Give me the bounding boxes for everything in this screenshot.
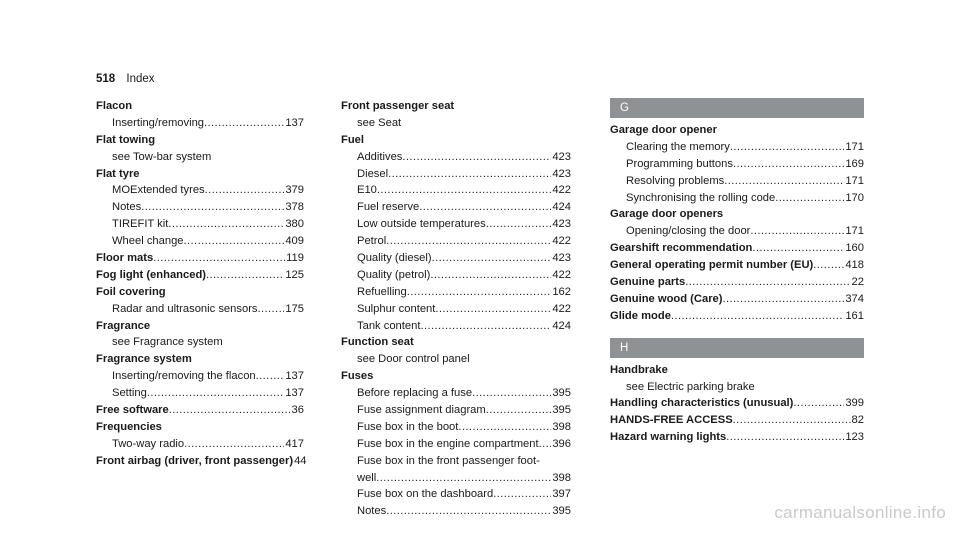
dot-leader (723, 291, 845, 308)
page-number: 518 (96, 73, 116, 85)
index-subentry (341, 385, 571, 402)
entry-term: Synchronising the rolling code (626, 191, 776, 204)
dot-leader (486, 216, 552, 233)
index-subentry (96, 385, 304, 402)
page-ref: 125 (285, 268, 304, 281)
dot-leader (813, 257, 844, 274)
index-subentry (341, 419, 571, 436)
index-entry (610, 308, 864, 325)
index-subentry (96, 368, 304, 385)
page-ref: 162 (552, 285, 571, 298)
dot-leader (168, 216, 284, 233)
index-subentry (341, 233, 571, 250)
page-ref: 175 (285, 302, 304, 315)
dot-leader (386, 233, 551, 250)
index-entry (96, 250, 304, 267)
entry-term: Notes (357, 505, 387, 518)
index-subentry (610, 173, 864, 190)
index-subentry (96, 115, 304, 132)
entry-term: Before replacing a fuse (357, 387, 473, 400)
page-ref: 399 (845, 397, 864, 410)
entry-term: Handling characteristics (unusual) (610, 397, 794, 410)
index-see-reference: see Electric parking brake (626, 380, 755, 393)
page-ref: 170 (845, 191, 864, 204)
dot-leader (388, 166, 551, 183)
page-ref: 395 (552, 404, 571, 417)
entry-term: well (357, 471, 377, 484)
dot-leader (750, 223, 844, 240)
index-heading: Frequencies (96, 420, 162, 433)
watermark: carmanualsonline.info (774, 503, 946, 522)
entry-term: Floor mats (96, 252, 154, 265)
page-ref: 119 (286, 252, 304, 265)
dot-leader (775, 190, 844, 207)
page-ref: 396 (552, 437, 571, 450)
page-ref: 395 (552, 505, 571, 518)
page-ref: 171 (845, 225, 864, 238)
index-heading: Fragrance (96, 319, 151, 332)
dot-leader (256, 368, 285, 385)
dot-leader (147, 385, 284, 402)
page-ref: 171 (845, 140, 864, 153)
index-subentry (610, 223, 864, 240)
index-subentry (341, 470, 571, 487)
index-see-reference: see Seat (357, 116, 402, 129)
index-subentry (96, 216, 304, 233)
dot-leader (752, 240, 844, 257)
index-entry (610, 429, 864, 446)
entry-term: Two-way radio (112, 437, 185, 450)
entry-term: Gearshift recommendation (610, 242, 753, 255)
index-entry (610, 412, 864, 429)
dot-leader (486, 402, 552, 419)
entry-term: Resolving problems (626, 174, 725, 187)
section-title: Index (126, 73, 155, 85)
index-heading: Foil covering (96, 285, 166, 298)
page-ref: 397 (552, 488, 571, 501)
page-ref: 422 (552, 235, 571, 248)
entry-term: Petrol (357, 235, 387, 248)
page-ref: 160 (845, 242, 864, 255)
index-column-1 (96, 98, 307, 470)
index-subentry (96, 436, 304, 453)
index-subentry (610, 139, 864, 156)
entry-term: Opening/closing the door (626, 225, 751, 238)
page-ref: 423 (552, 218, 571, 231)
page-header (96, 73, 155, 85)
index-subentry (341, 267, 571, 284)
index-heading: Fuel (341, 133, 364, 146)
page-ref: 379 (285, 184, 304, 197)
dot-leader (206, 267, 284, 284)
page-ref: 82 (851, 414, 864, 427)
index-subentry (341, 301, 571, 318)
entry-term: Quality (diesel) (357, 252, 432, 265)
page-ref: 398 (552, 471, 571, 484)
index-subentry (341, 284, 571, 301)
dot-leader (733, 412, 851, 429)
page-ref: 398 (552, 420, 571, 433)
dot-leader (724, 173, 844, 190)
dot-leader (377, 182, 551, 199)
index-heading: Flat tyre (96, 167, 140, 180)
dot-leader (435, 301, 551, 318)
index-subentry (341, 216, 571, 233)
page-ref: 36 (291, 404, 304, 417)
entry-term: Diesel (357, 167, 389, 180)
letter-header: H (610, 338, 864, 358)
entry-term: Fuse box in the engine compartment (357, 437, 539, 450)
page-ref: 378 (285, 201, 304, 214)
dot-leader (376, 470, 551, 487)
index-subentry (610, 156, 864, 173)
index-column-3 (610, 98, 864, 446)
dot-leader (733, 156, 844, 173)
dot-leader (472, 385, 551, 402)
index-entry (96, 267, 304, 284)
letter-header: G (610, 98, 864, 118)
index-entry (96, 402, 304, 419)
dot-leader (184, 233, 285, 250)
entry-term: Wheel change (112, 235, 184, 248)
entry-term: MOExtended tyres (112, 184, 205, 197)
index-see-reference: Fuse box in the front passenger foot- (357, 454, 540, 467)
index-column-2 (341, 98, 571, 520)
page-ref: 422 (552, 302, 571, 315)
dot-leader (420, 318, 551, 335)
dot-leader (726, 429, 844, 446)
page-ref: 169 (845, 157, 864, 170)
dot-leader (205, 182, 285, 199)
dot-leader (402, 149, 551, 166)
index-subentry (341, 250, 571, 267)
entry-term: General operating permit number (EU) (610, 259, 814, 272)
dot-leader (432, 250, 552, 267)
index-entry (610, 257, 864, 274)
index-subentry (341, 318, 571, 335)
entry-term: Inserting/removing (112, 116, 205, 129)
entry-term: Low outside temperatures (357, 218, 486, 231)
index-entry (610, 274, 864, 291)
page-ref: 137 (285, 387, 304, 400)
page-ref: 123 (845, 431, 864, 444)
entry-term: E10 (357, 184, 377, 197)
entry-term: Inserting/removing the flacon (112, 370, 256, 383)
index-heading: Garage door opener (610, 124, 717, 136)
entry-term: Fuse box on the dashboard (357, 488, 494, 501)
index-heading: Flacon (96, 100, 133, 112)
index-see-reference: see Fragrance system (112, 336, 223, 349)
entry-term: HANDS-FREE ACCESS (610, 414, 733, 427)
index-subentry (96, 233, 304, 250)
dot-leader (430, 267, 551, 284)
entry-term: Sulphur content (357, 302, 436, 315)
index-subentry (96, 301, 304, 318)
page-ref: 424 (552, 201, 571, 214)
page-ref: 423 (552, 252, 571, 265)
index-heading: Fuses (341, 370, 374, 383)
index-heading: Garage door openers (610, 208, 724, 221)
page-ref: 424 (552, 319, 571, 332)
dot-leader (685, 274, 850, 291)
entry-term: Front airbag (driver, front passenger) (96, 454, 294, 467)
entry-term: Refuelling (357, 285, 407, 298)
page-ref: 374 (845, 292, 864, 305)
index-subentry (341, 166, 571, 183)
page-ref: 395 (552, 387, 571, 400)
index-subentry (341, 182, 571, 199)
index-subentry (341, 486, 571, 503)
index-subentry (341, 199, 571, 216)
page-ref: 423 (552, 167, 571, 180)
dot-leader (153, 250, 285, 267)
page-ref: 422 (552, 268, 571, 281)
dot-leader (141, 199, 284, 216)
entry-term: Hazard warning lights (610, 431, 727, 444)
index-heading: Flat towing (96, 133, 156, 146)
index-subentry (341, 436, 571, 453)
entry-term: Fuel reserve (357, 201, 420, 214)
dot-leader (730, 139, 844, 156)
page-ref: 44 (294, 454, 307, 467)
dot-leader (169, 402, 291, 419)
entry-term: Free software (96, 404, 169, 417)
entry-term: Setting (112, 387, 147, 400)
index-subentry (610, 190, 864, 207)
entry-term: Genuine wood (Care) (610, 292, 723, 305)
dot-leader (458, 419, 551, 436)
dot-leader (793, 395, 844, 412)
index-entry (610, 240, 864, 257)
index-heading: Handbrake (610, 363, 668, 376)
entry-term: Fuse box in the boot (357, 420, 459, 433)
dot-leader (204, 115, 284, 132)
index-entry (610, 395, 864, 412)
entry-term: Clearing the memory (626, 140, 730, 153)
entry-term: TIREFIT kit (112, 218, 169, 231)
index-subentry (341, 149, 571, 166)
page-ref: 409 (285, 235, 304, 248)
index-subentry (341, 503, 571, 520)
page-ref: 137 (285, 116, 304, 129)
index-subentry (341, 402, 571, 419)
dot-leader (419, 199, 551, 216)
page-ref: 380 (285, 218, 304, 231)
page-ref: 417 (285, 437, 304, 450)
entry-term: Fuse assignment diagram (357, 404, 486, 417)
index-subentry (96, 199, 304, 216)
page-ref: 422 (552, 184, 571, 197)
index-entry (610, 291, 864, 308)
entry-term: Fog light (enhanced) (96, 268, 207, 281)
section-gap (610, 325, 864, 338)
index-subentry (96, 182, 304, 199)
entry-term: Radar and ultrasonic sensors (112, 302, 258, 315)
page-ref: 418 (845, 259, 864, 272)
dot-leader (184, 436, 284, 453)
dot-leader (407, 284, 552, 301)
dot-leader (258, 301, 285, 318)
index-heading: Fragrance system (96, 353, 192, 366)
entry-term: Quality (petrol) (357, 268, 431, 281)
index-entry (96, 453, 307, 470)
entry-term: Genuine parts (610, 276, 686, 289)
entry-term: Notes (112, 201, 142, 214)
entry-term: Tank content (357, 319, 421, 332)
page-ref: 171 (845, 174, 864, 187)
entry-term: Additives (357, 150, 403, 163)
page-ref: 161 (845, 309, 864, 322)
page-ref: 22 (851, 276, 864, 289)
dot-leader (671, 308, 844, 325)
index-heading: Function seat (341, 336, 414, 349)
index-see-reference: see Door control panel (357, 353, 470, 366)
dot-leader (386, 503, 551, 520)
entry-term: Glide mode (610, 309, 671, 322)
index-heading: Front passenger seat (341, 100, 455, 112)
dot-leader (493, 486, 551, 503)
dot-leader (539, 436, 552, 453)
page-ref: 423 (552, 150, 571, 163)
entry-term: Programming buttons (626, 157, 733, 170)
page-ref: 137 (285, 370, 304, 383)
index-see-reference: see Tow-bar system (112, 150, 212, 163)
